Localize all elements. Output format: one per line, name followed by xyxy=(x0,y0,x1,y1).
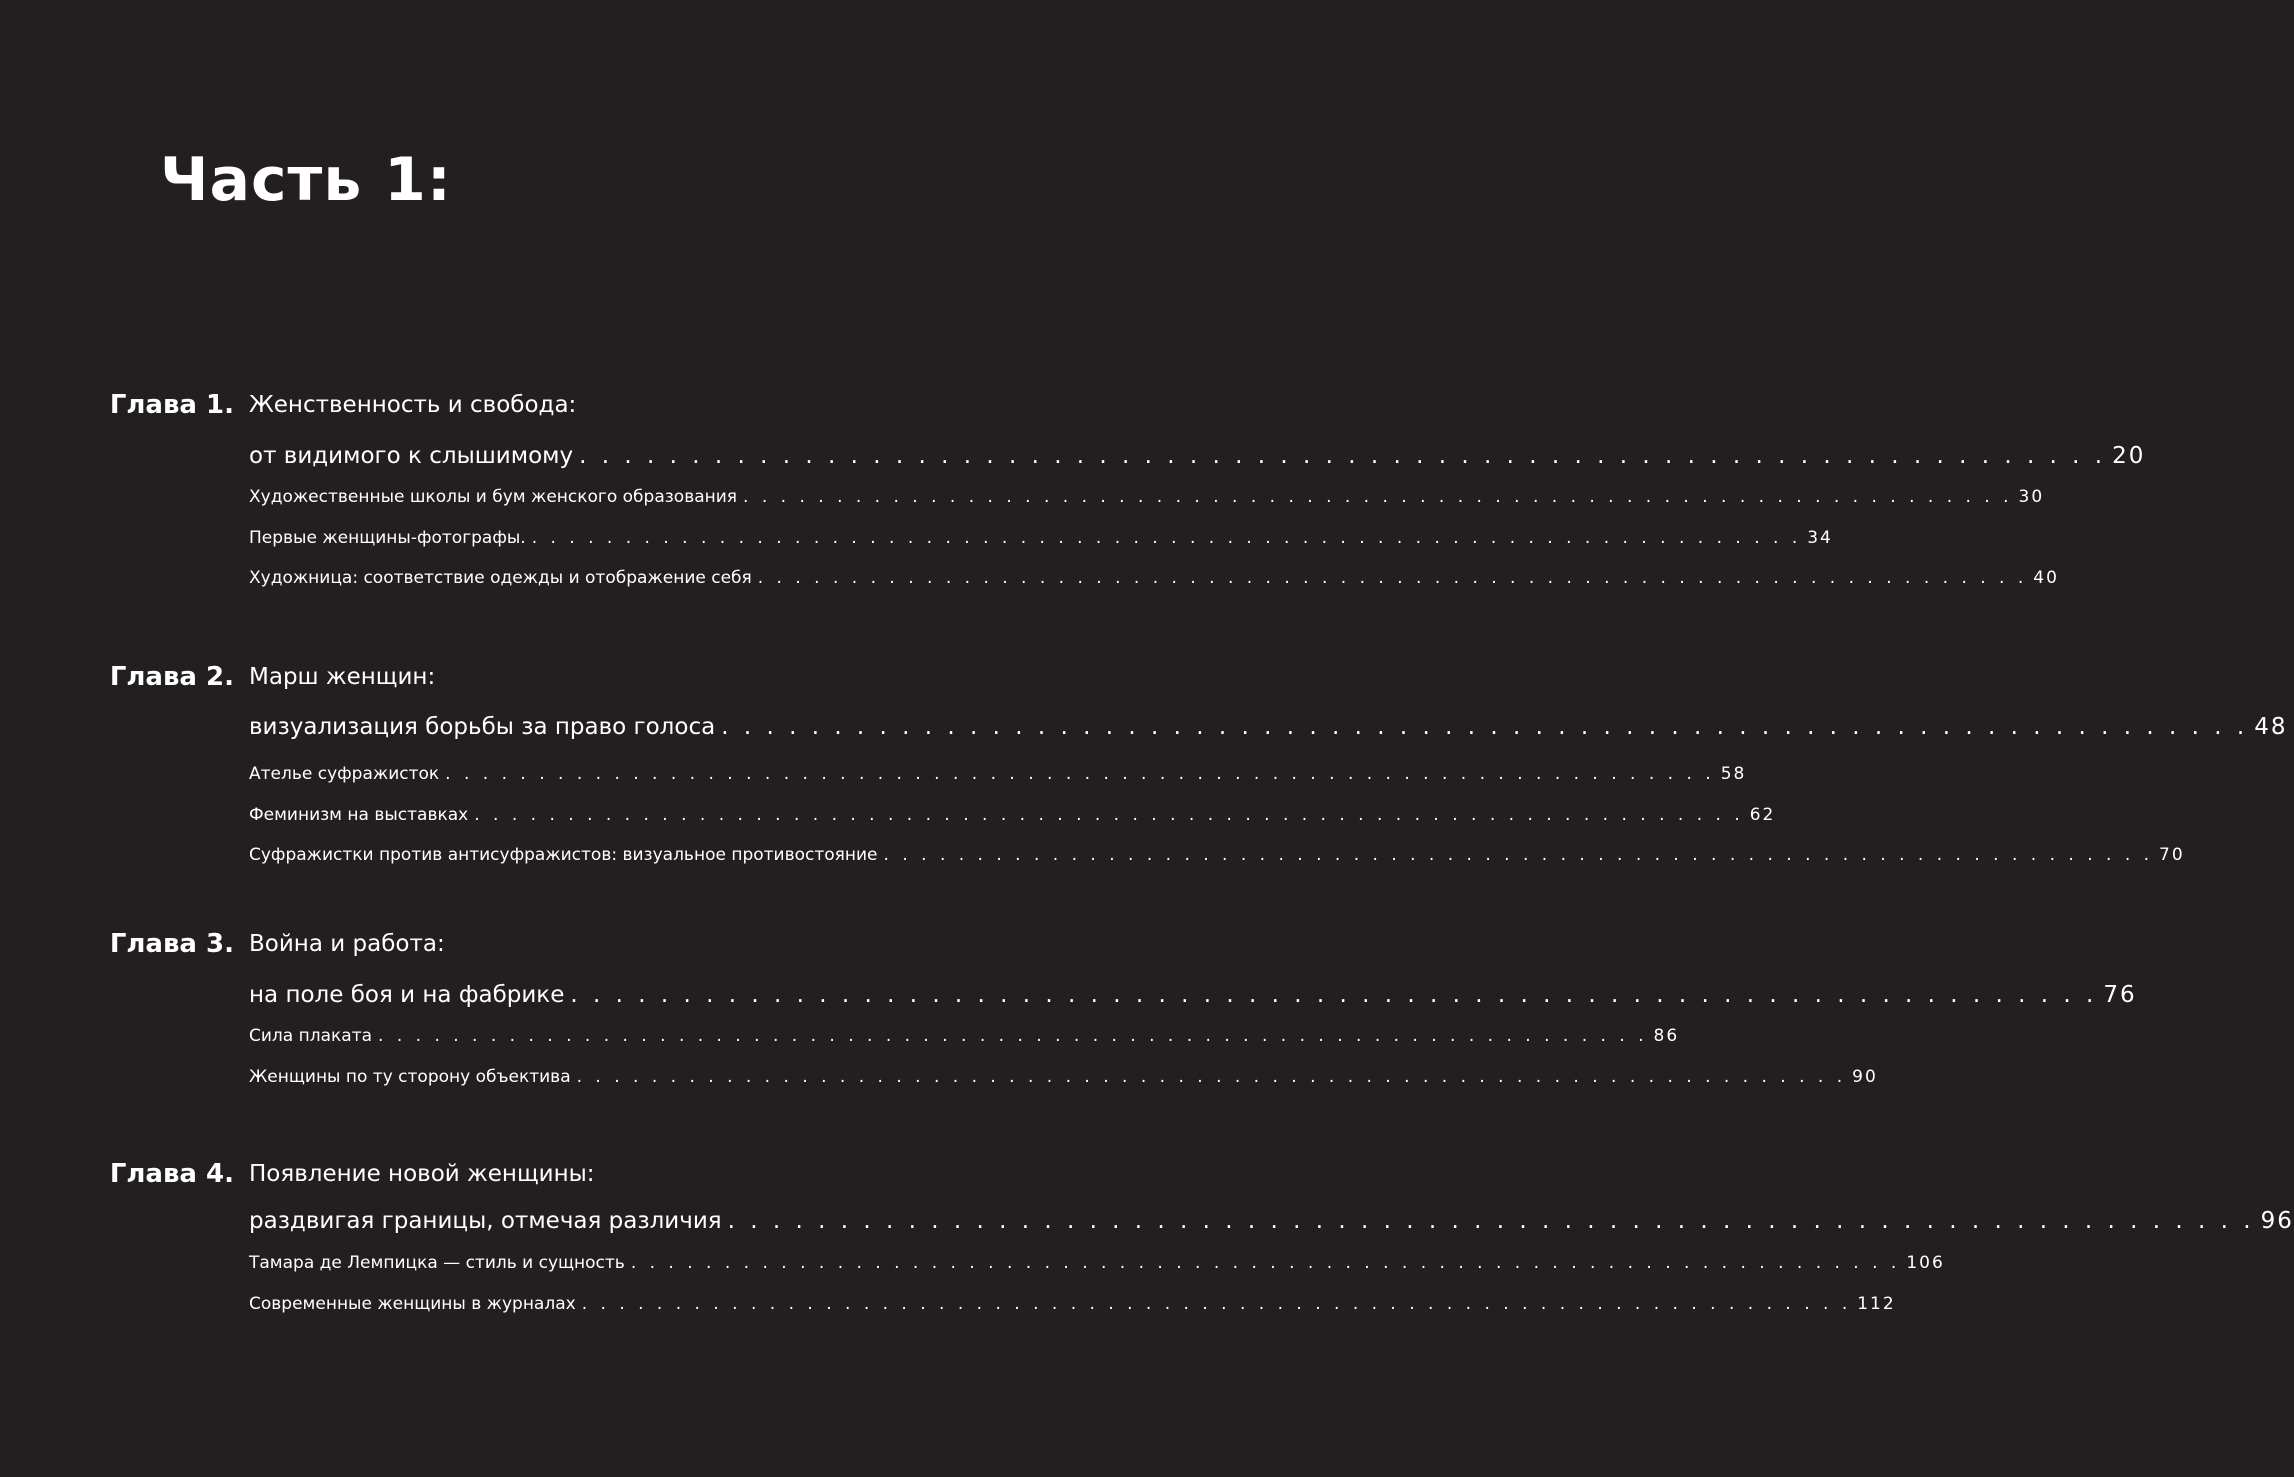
page-number: 30 xyxy=(2018,487,2045,507)
dot-leader: . . . . . . . . . . . . . . . . . . . . . . . . . . . . . . . . . . . . . . . . . . . . . . . . . . . . . . . . . . . . . . . . . . . . xyxy=(727,1208,2255,1234)
entry-text: Феминизм на выставках xyxy=(249,805,469,825)
toc-entry[interactable] xyxy=(249,1292,1896,1316)
dot-leader: . . . . . . . . . . . . . . . . . . . . . . . . . . . . . . . . . . . . . . . . . . . . . . . . . . . . . . . . . . . . . . . . . . . . xyxy=(570,982,2098,1008)
page-number: 20 xyxy=(2112,443,2146,469)
toc-entry[interactable] xyxy=(249,566,2059,590)
page-number: 106 xyxy=(1906,1253,1945,1273)
toc-entry[interactable] xyxy=(249,1024,1680,1048)
chapter-label: Глава 4. xyxy=(109,1159,234,1189)
entry-text: Современные женщины в журналах xyxy=(249,1294,576,1314)
dot-leader: . . . . . . . . . . . . . . . . . . . . . . . . . . . . . . . . . . . . . . . . . . . . . . . . . . . . . . . . . . . . . . . . . . . . xyxy=(883,845,2154,865)
toc-entry[interactable] xyxy=(249,843,2185,867)
dot-leader: . . . . . . . . . . . . . . . . . . . . . . . . . . . . . . . . . . . . . . . . . . . . . . . . . . . . . . . . . . . . . . . . . . . . xyxy=(630,1253,1901,1273)
dot-leader: . . . . . . . . . . . . . . . . . . . . . . . . . . . . . . . . . . . . . . . . . . . . . . . . . . . . . . . . . . . . . . . . . . . . xyxy=(721,714,2249,740)
toc-entry-lead[interactable] xyxy=(249,441,2146,471)
dot-leader: . . . . . . . . . . . . . . . . . . . . . . . . . . . . . . . . . . . . . . . . . . . . . . . . . . . . . . . . . . . . . . . . . . . . xyxy=(378,1026,1648,1046)
entry-text: Первые женщины-фотографы. xyxy=(249,528,526,548)
chapter-title: Появление новой женщины: xyxy=(249,1161,595,1187)
entry-text: раздвигая границы, отмечая различия xyxy=(249,1208,722,1234)
page-number: 112 xyxy=(1857,1294,1896,1314)
page-number: 96 xyxy=(2260,1208,2294,1234)
toc-entry-lead[interactable] xyxy=(249,1206,2294,1236)
toc-entry[interactable] xyxy=(249,1251,1945,1275)
entry-text: Художница: соответствие одежды и отображение себя xyxy=(249,568,752,588)
dot-leader: . . . . . . . . . . . . . . . . . . . . . . . . . . . . . . . . . . . . . . . . . . . . . . . . . . . . . . . . . . . . . . . . . . . . xyxy=(757,568,2028,588)
page-number: 34 xyxy=(1807,528,1833,548)
toc-entry-lead[interactable] xyxy=(249,712,2288,742)
toc-entry[interactable] xyxy=(249,803,1776,827)
page-number: 40 xyxy=(2033,568,2059,588)
dot-leader: . . . . . . . . . . . . . . . . . . . . . . . . . . . . . . . . . . . . . . . . . . . . . . . . . . . . . . . . . . . . . . . . . . . . xyxy=(474,805,1744,825)
toc-entry[interactable] xyxy=(249,485,2045,509)
chapter-title: Марш женщин: xyxy=(249,664,436,690)
dot-leader: . . . . . . . . . . . . . . . . . . . . . . . . . . . . . . . . . . . . . . . . . . . . . . . . . . . . . . . . . . . . . . . . . . . . xyxy=(531,528,1802,548)
toc-entry-lead[interactable] xyxy=(249,980,2137,1010)
chapter-title: Война и работа: xyxy=(249,931,445,957)
entry-text: от видимого к слышимому xyxy=(249,443,574,469)
part-title: Часть 1: xyxy=(160,145,452,215)
entry-text: Суфражистки против антисуфражистов: визуальное противостояние xyxy=(249,845,878,865)
page-number: 86 xyxy=(1653,1026,1680,1046)
entry-text: Сила плаката xyxy=(249,1026,373,1046)
page-number: 62 xyxy=(1749,805,1776,825)
chapter-label: Глава 3. xyxy=(109,929,234,959)
page-number: 76 xyxy=(2103,982,2137,1008)
dot-leader: . . . . . . . . . . . . . . . . . . . . . . . . . . . . . . . . . . . . . . . . . . . . . . . . . . . . . . . . . . . . . . . . . . . . xyxy=(581,1294,1852,1314)
entry-text: Женщины по ту сторону объектива xyxy=(249,1067,571,1087)
chapter-label: Глава 1. xyxy=(109,390,234,420)
page-number: 48 xyxy=(2254,714,2288,740)
entry-text: на поле боя и на фабрике xyxy=(249,982,565,1008)
entry-text: визуализация борьбы за право голоса xyxy=(249,714,716,740)
entry-text: Ателье суфражисток xyxy=(249,764,440,784)
chapter-label: Глава 2. xyxy=(109,662,234,692)
dot-leader: . . . . . . . . . . . . . . . . . . . . . . . . . . . . . . . . . . . . . . . . . . . . . . . . . . . . . . . . . . . . . . . . . . . . xyxy=(445,764,1715,784)
toc-entry[interactable] xyxy=(249,1065,1878,1089)
dot-leader: . . . . . . . . . . . . . . . . . . . . . . . . . . . . . . . . . . . . . . . . . . . . . . . . . . . . . . . . . . . . . . . . . . . . xyxy=(579,443,2107,469)
page-number: 58 xyxy=(1720,764,1747,784)
dot-leader: . . . . . . . . . . . . . . . . . . . . . . . . . . . . . . . . . . . . . . . . . . . . . . . . . . . . . . . . . . . . . . . . . . . . xyxy=(743,487,2013,507)
dot-leader: . . . . . . . . . . . . . . . . . . . . . . . . . . . . . . . . . . . . . . . . . . . . . . . . . . . . . . . . . . . . . . . . . . . . xyxy=(576,1067,1847,1087)
entry-text: Художественные школы и бум женского образования xyxy=(249,487,738,507)
entry-text: Тамара де Лемпицка — стиль и сущность xyxy=(249,1253,625,1273)
chapter-title: Женственность и свобода: xyxy=(249,392,577,418)
toc-entry[interactable] xyxy=(249,526,1833,550)
page-number: 90 xyxy=(1852,1067,1878,1087)
page-number: 70 xyxy=(2159,845,2185,865)
toc-entry[interactable] xyxy=(249,762,1747,786)
